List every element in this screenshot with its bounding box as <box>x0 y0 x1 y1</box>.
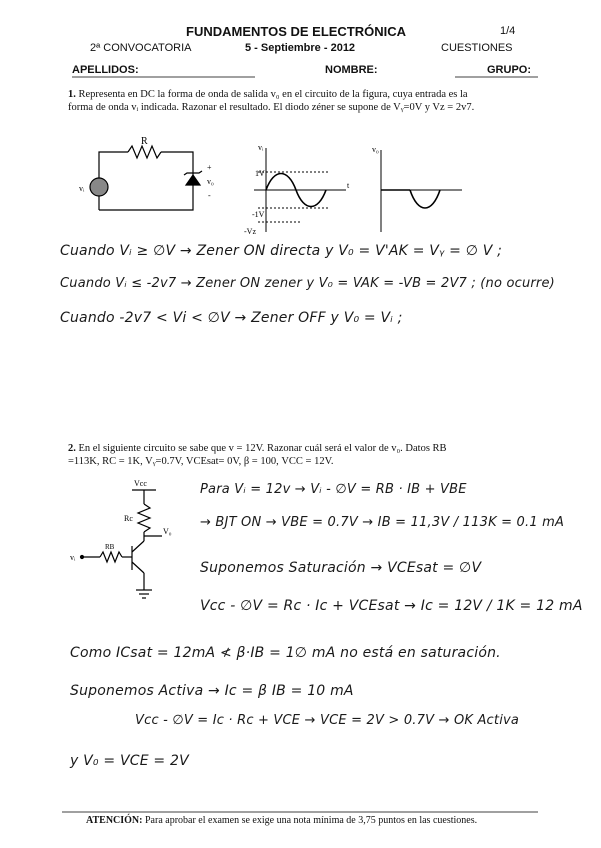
q1-fig-r: R <box>141 136 148 147</box>
q2-answer-line6: Suponemos Activa → Ic = β IB = 10 mA <box>70 683 354 699</box>
q2-fig-rb: RB <box>105 543 115 551</box>
footer-atencion: ATENCIÓN: <box>86 815 143 826</box>
q2-answer-line8: y V₀ = VCE = 2V <box>70 753 189 769</box>
vi-graph <box>254 148 346 232</box>
footer-text: Para aprobar el examen se exige una nota mínima de 3,75 puntos en las cuestiones. <box>144 815 478 826</box>
exam-type: CUESTIONES <box>441 42 513 54</box>
vi-graph-m1v: -1V <box>252 210 265 219</box>
q1-fig-vo: v₀ <box>207 177 214 186</box>
vo-graph-label: v₀ <box>372 145 379 154</box>
exam-date: 5 - Septiembre - 2012 <box>245 42 356 54</box>
exam-title: FUNDAMENTOS DE ELECTRÓNICA <box>186 24 407 39</box>
page-number: 1/4 <box>500 25 516 37</box>
q2-fig-rc: Rc <box>124 514 133 523</box>
q2-fig-vi: vᵢ <box>70 553 76 562</box>
q1-number: 1. <box>68 89 76 100</box>
vi-graph-t: t <box>347 181 350 190</box>
q1-fig-minus: - <box>208 191 211 200</box>
grupo-label: GRUPO: <box>487 64 531 76</box>
q2-line1: En el siguiente circuito se sabe que v = 12V. Razonar cuál será el valor de v₀. Datos RB <box>78 443 447 454</box>
q2-answer-line7: Vcc - ∅V = Ic · Rc + VCE → VCE = 2V > 0.7V → OK Activa <box>135 713 520 728</box>
q2-answer-line5: Como ICsat = 12mA ≮ β·IB = 1∅ mA no está en saturación. <box>70 645 501 661</box>
q1-answer-line2: Cuando Vᵢ ≤ -2v7 → Zener ON zener y V₀ = VAK = -VB = 2V7 ; (no ocurre) <box>60 276 555 291</box>
q2-number: 2. <box>68 443 76 454</box>
q1-answer-line3: Cuando -2v7 < Vi < ∅V → Zener OFF y V₀ = Vᵢ ; <box>60 310 403 326</box>
q2-answer-line3: Suponemos Saturación → VCEsat = ∅V <box>200 560 482 576</box>
q1-line2: forma de onda vᵢ indicada. Razonar el resultado. El diodo zéner se supone de Vᵧ=0V y Vz = 2v7. <box>68 102 475 113</box>
apellidos-label: APELLIDOS: <box>72 64 139 76</box>
q2-fig-vo: V₀ <box>163 527 172 536</box>
q1-fig-vi: vᵢ <box>79 184 85 193</box>
q1-circuit <box>90 146 202 210</box>
q2-statement <box>68 442 548 468</box>
vi-graph-vz: -Vz <box>244 227 256 236</box>
vi-graph-label: vᵢ <box>258 143 264 152</box>
q2-circuit <box>81 490 163 598</box>
vi-graph-1v: 1V <box>255 169 265 178</box>
footer-note <box>86 815 477 826</box>
convocatoria: 2ª CONVOCATORIA <box>90 42 192 54</box>
q1-fig-plus: + <box>207 163 212 172</box>
q1-answer-line1: Cuando Vᵢ ≥ ∅V → Zener ON directa y V₀ = V'AK = Vᵧ = ∅ V ; <box>60 243 503 259</box>
nombre-label: NOMBRE: <box>325 64 378 76</box>
q2-answer-line2: → BJT ON → VBE = 0.7V → IB = 11,3V / 113K = 0.1 mA <box>200 515 565 530</box>
q2-answer-line4: Vcc - ∅V = Rc · Ic + VCEsat → Ic = 12V / 1K = 12 mA <box>200 598 583 614</box>
q2-answer-line1: Para Vᵢ = 12v → Vᵢ - ∅V = RB · IB + VBE <box>200 482 467 497</box>
q2-fig-vcc: Vcc <box>134 479 147 488</box>
q1-line1: Representa en DC la forma de onda de salida v₀ en el circuito de la figura, cuya entrada es la <box>78 89 468 100</box>
vo-graph <box>381 150 462 232</box>
q2-line2: =113K, RC = 1K, Vᵧ=0.7V, VCEsat= 0V, β = 100, VCC = 12V. <box>68 456 334 467</box>
